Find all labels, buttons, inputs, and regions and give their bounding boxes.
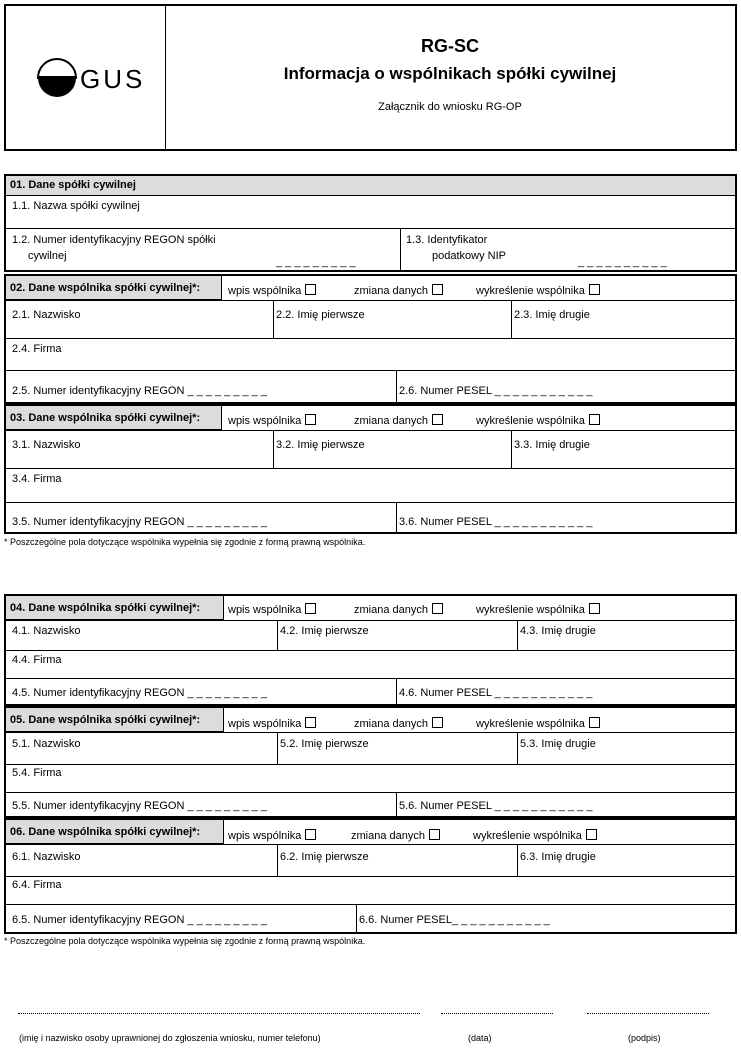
pesel-label: 6.6. Numer PESEL_ _ _ _ _ _ _ _ _ _ _ — [359, 914, 550, 926]
company-regon-label-2: cywilnej — [28, 250, 67, 262]
surname-label: 5.1. Nazwisko — [12, 738, 81, 750]
checkbox[interactable] — [305, 414, 316, 425]
regon-label: 5.5. Numer identyfikacyjny REGON _ _ _ _ _ _ _ _ _ — [12, 800, 267, 812]
first-name-label: 4.2. Imię pierwsze — [280, 625, 369, 637]
checkbox[interactable] — [305, 284, 316, 295]
section-02-header: 02. Dane wspólnika spółki cywilnej*: — [6, 276, 222, 300]
date-caption: (data) — [468, 1033, 492, 1043]
entry-option[interactable]: wpis wspólnika — [228, 829, 316, 842]
pesel-label: 2.6. Numer PESEL _ _ _ _ _ _ _ _ _ _ _ — [399, 385, 593, 397]
change-option[interactable]: zmiana danych — [354, 717, 443, 730]
nip-label-2: podatkowy NIP — [432, 250, 506, 262]
checkbox[interactable] — [589, 284, 600, 295]
person-signature-line[interactable] — [18, 1013, 420, 1014]
first-name-label: 5.2. Imię pierwsze — [280, 738, 369, 750]
section-06 — [4, 818, 737, 934]
checkbox[interactable] — [589, 603, 600, 614]
section-03-header: 03. Dane wspólnika spółki cywilnej*: — [6, 406, 222, 430]
entry-option[interactable]: wpis wspólnika — [228, 414, 316, 427]
company-name-label: 1.1. Nazwa spółki cywilnej — [12, 200, 140, 212]
checkbox[interactable] — [589, 414, 600, 425]
company-regon-label-1: 1.2. Numer identyfikacyjny REGON spółki — [12, 234, 216, 246]
section-04-header: 04. Dane wspólnika spółki cywilnej*: — [6, 596, 224, 620]
date-line[interactable] — [441, 1013, 553, 1014]
footnote-2: * Poszczególne pola dotyczące wspólnika wypełnia się zgodnie z formą prawną wspólnika. — [4, 936, 366, 946]
section-05 — [4, 706, 737, 818]
removal-option[interactable]: wykreślenie wspólnika — [476, 717, 600, 730]
first-name-label: 3.2. Imię pierwsze — [276, 439, 365, 451]
entry-option[interactable]: wpis wspólnika — [228, 603, 316, 616]
checkbox[interactable] — [589, 717, 600, 728]
checkbox[interactable] — [305, 717, 316, 728]
firm-label: 4.4. Firma — [12, 654, 62, 666]
signature-line[interactable] — [587, 1013, 709, 1014]
regon-label: 4.5. Numer identyfikacyjny REGON _ _ _ _ _ _ _ _ _ — [12, 687, 267, 699]
checkbox[interactable] — [432, 603, 443, 614]
section-06-header: 06. Dane wspólnika spółki cywilnej*: — [6, 820, 224, 844]
sign-caption: (podpis) — [628, 1033, 661, 1043]
removal-option[interactable]: wykreślenie wspólnika — [476, 414, 600, 427]
section-01-header: 01. Dane spółki cywilnej — [6, 176, 735, 196]
second-name-label: 4.3. Imię drugie — [520, 625, 596, 637]
footnote: * Poszczególne pola dotyczące wspólnika wypełnia się zgodnie z formą prawną wspólnika. — [4, 537, 366, 547]
checkbox[interactable] — [429, 829, 440, 840]
logo-text: GUS — [80, 64, 146, 94]
first-name-label: 2.2. Imię pierwsze — [276, 309, 365, 321]
firm-label: 6.4. Firma — [12, 879, 62, 891]
checkbox[interactable] — [586, 829, 597, 840]
entry-option[interactable]: wpis wspólnika — [228, 717, 316, 730]
pesel-label: 5.6. Numer PESEL _ _ _ _ _ _ _ _ _ _ _ — [399, 800, 593, 812]
nip-field[interactable]: _ _ _ _ _ _ _ _ _ _ — [578, 256, 667, 268]
checkbox[interactable] — [432, 284, 443, 295]
removal-option[interactable]: wykreślenie wspólnika — [473, 829, 597, 842]
change-option[interactable]: zmiana danych — [354, 603, 443, 616]
removal-option[interactable]: wykreślenie wspólnika — [476, 284, 600, 297]
section-04 — [4, 594, 737, 706]
firm-label: 2.4. Firma — [12, 343, 62, 355]
entry-option[interactable]: wpis wspólnika — [228, 284, 316, 297]
second-name-label: 2.3. Imię drugie — [514, 309, 590, 321]
nip-label-1: 1.3. Identyfikator — [406, 234, 488, 246]
surname-label: 2.1. Nazwisko — [12, 309, 81, 321]
form-title: Informacja o wspólnikach spółki cywilnej — [283, 64, 617, 83]
company-regon-field[interactable]: _ _ _ _ _ _ _ _ _ — [276, 256, 356, 268]
section-02 — [4, 274, 737, 404]
section-05-header: 05. Dane wspólnika spółki cywilnej*: — [6, 708, 224, 732]
section-03 — [4, 404, 737, 534]
second-name-label: 5.3. Imię drugie — [520, 738, 596, 750]
checkbox[interactable] — [432, 717, 443, 728]
checkbox[interactable] — [432, 414, 443, 425]
removal-option[interactable]: wykreślenie wspólnika — [476, 603, 600, 616]
firm-label: 5.4. Firma — [12, 767, 62, 779]
regon-label: 3.5. Numer identyfikacyjny REGON _ _ _ _ _ _ _ _ _ — [12, 516, 267, 528]
second-name-label: 3.3. Imię drugie — [514, 439, 590, 451]
gus-logo — [36, 54, 151, 104]
surname-label: 4.1. Nazwisko — [12, 625, 81, 637]
form-subtitle: Załącznik do wniosku RG-OP — [378, 101, 522, 113]
form-code: RG-SC — [421, 36, 479, 56]
firm-label: 3.4. Firma — [12, 473, 62, 485]
title-area — [165, 6, 735, 149]
logo-cell — [6, 6, 166, 149]
form-header — [4, 4, 737, 151]
change-option[interactable]: zmiana danych — [354, 414, 443, 427]
second-name-label: 6.3. Imię drugie — [520, 851, 596, 863]
change-option[interactable]: zmiana danych — [351, 829, 440, 842]
checkbox[interactable] — [305, 829, 316, 840]
surname-label: 3.1. Nazwisko — [12, 439, 81, 451]
pesel-label: 4.6. Numer PESEL _ _ _ _ _ _ _ _ _ _ _ — [399, 687, 593, 699]
regon-label: 6.5. Numer identyfikacyjny REGON _ _ _ _ _ _ _ _ _ — [12, 914, 267, 926]
regon-label: 2.5. Numer identyfikacyjny REGON _ _ _ _ _ _ _ _ _ — [12, 385, 267, 397]
pesel-label: 3.6. Numer PESEL _ _ _ _ _ _ _ _ _ _ _ — [399, 516, 593, 528]
checkbox[interactable] — [305, 603, 316, 614]
section-01 — [4, 174, 737, 272]
person-caption: (imię i nazwisko osoby uprawnionej do zgłoszenia wniosku, numer telefonu) — [19, 1033, 321, 1043]
surname-label: 6.1. Nazwisko — [12, 851, 81, 863]
first-name-label: 6.2. Imię pierwsze — [280, 851, 369, 863]
change-option[interactable]: zmiana danych — [354, 284, 443, 297]
